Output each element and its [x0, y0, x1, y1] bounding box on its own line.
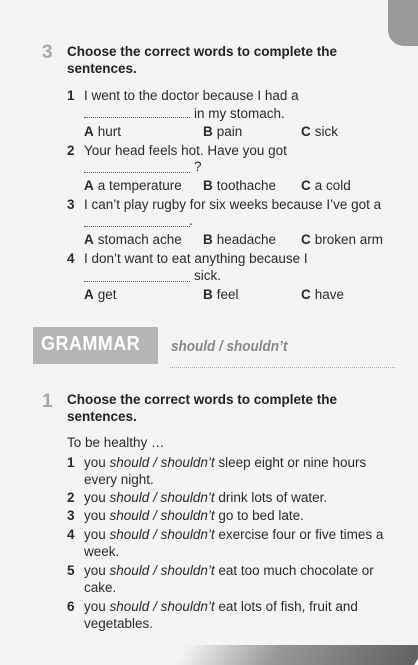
item-text: I don’t want to eat anything because I: [84, 251, 308, 266]
choice[interactable]: should / shouldn’t: [109, 455, 215, 470]
item-number: 5: [67, 563, 75, 578]
grammar-subtitle: should / shouldn’t: [171, 338, 288, 355]
exercise-3-title: [67, 43, 337, 77]
page-corner-tab: [388, 0, 418, 46]
choice[interactable]: should / shouldn’t: [109, 527, 215, 542]
divider: [170, 367, 395, 368]
item-text-after: sick.: [194, 268, 221, 283]
item-number: 2: [67, 143, 75, 158]
option-b[interactable]: B toothache: [203, 178, 277, 193]
option-b[interactable]: B feel: [203, 287, 239, 302]
option-a[interactable]: A stomach ache: [84, 232, 182, 247]
choice[interactable]: should / shouldn’t: [109, 563, 215, 578]
exercise-3-number: 3: [42, 42, 53, 63]
item-number: 4: [67, 251, 75, 266]
item-number: 1: [67, 88, 75, 103]
item-number: 4: [67, 527, 75, 542]
item-number: 6: [67, 599, 75, 614]
item-text-after: ?: [194, 159, 202, 174]
item-number: 1: [67, 455, 75, 470]
choice[interactable]: should / shouldn’t: [109, 599, 215, 614]
exercise-1-intro: To be healthy …: [67, 435, 165, 450]
page-edge-shadow: [174, 645, 418, 665]
item-text: you should / shouldn’t eat too much chocolate or cake.: [84, 563, 374, 595]
exercise-1-title: [67, 391, 337, 425]
answer-blank[interactable]: [84, 226, 190, 227]
choice[interactable]: should / shouldn’t: [109, 490, 215, 505]
item-number: 3: [67, 508, 75, 523]
item-text: you should / shouldn’t exercise four or five times a week.: [84, 527, 384, 559]
grammar-heading-box: [33, 327, 158, 364]
item-text: you should / shouldn’t drink lots of water.: [84, 490, 328, 505]
option-c[interactable]: C have: [301, 287, 345, 302]
item-text: I can’t play rugby for six weeks because I’ve got a: [84, 197, 382, 212]
item-text: you should / shouldn’t sleep eight or nine hours every night.: [84, 455, 367, 487]
choice[interactable]: should / shouldn’t: [109, 508, 215, 523]
option-a[interactable]: A a temperature: [84, 178, 182, 193]
item-text: Your head feels hot. Have you got: [84, 143, 287, 158]
item-text: you should / shouldn’t go to bed late.: [84, 508, 304, 523]
item-text-after: in my stomach.: [194, 106, 285, 121]
answer-blank[interactable]: [84, 117, 190, 118]
option-c[interactable]: C a cold: [301, 178, 351, 193]
item-text: I went to the doctor because I had a: [84, 88, 299, 103]
item-text-after: .: [189, 213, 193, 228]
option-b[interactable]: B headache: [203, 232, 277, 247]
exercise-1-title-line2: sentences.: [67, 409, 137, 424]
grammar-heading: GRAMMAR: [41, 333, 141, 355]
exercise-1-title-line1: Choose the correct words to complete the: [67, 392, 338, 407]
item-number: 3: [67, 197, 75, 212]
option-a[interactable]: A hurt: [84, 124, 122, 139]
option-c[interactable]: C broken arm: [301, 232, 384, 247]
option-c[interactable]: C sick: [301, 124, 338, 139]
option-b[interactable]: B pain: [203, 124, 243, 139]
exercise-1-number: 1: [42, 391, 53, 412]
exercise-3-title-line1: Choose the correct words to complete the: [67, 44, 338, 59]
option-a[interactable]: A get: [84, 287, 117, 302]
exercise-3-title-line2: sentences.: [67, 61, 137, 76]
answer-blank[interactable]: [84, 281, 190, 282]
item-number: 2: [67, 490, 75, 505]
item-text: you should / shouldn’t eat lots of fish, fruit and vegetables.: [84, 599, 358, 631]
answer-blank[interactable]: [84, 172, 190, 173]
